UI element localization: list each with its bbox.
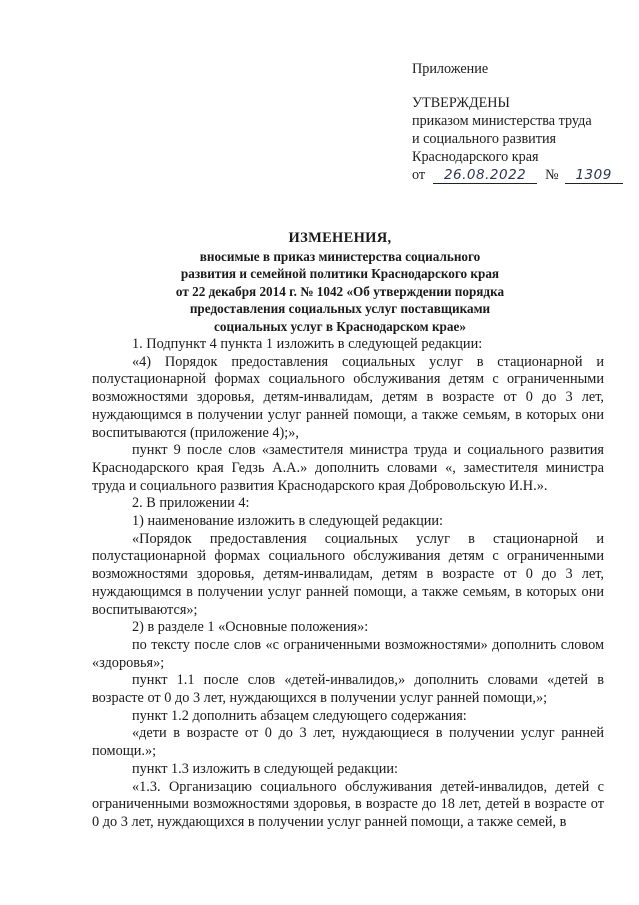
paragraph: пункт 9 после слов «заместителя министра труда и социального развития Краснодарского края Гедзь А.А.» дополнить словами «, заместителя министра труда и социального развития Краснодарского края Добровольскую И.Н.».: [92, 442, 604, 494]
heading-line: от 22 декабря 2014 г. № 1042 «Об утверждении порядка: [175, 283, 505, 299]
heading-title: ИЗМЕНЕНИЯ,: [288, 230, 392, 246]
paragraph: пункт 1.3 изложить в следующей редакции:: [132, 760, 399, 777]
paragraph: «дети в возрасте от 0 до 3 лет, нуждающиеся в получении услуг ранней помощи.»;: [92, 725, 604, 760]
paragraph: 2. В приложении 4:: [132, 495, 250, 512]
handwritten-number: 1309: [565, 167, 623, 184]
date-prefix: от: [412, 167, 426, 183]
paragraph: 1. Подпункт 4 пункта 1 изложить в следующей редакции:: [132, 336, 483, 352]
heading-line: предоставления социальных услуг поставщиками: [189, 301, 491, 317]
paragraph: 1) наименование изложить в следующей редакции:: [132, 513, 443, 530]
order-date-number-line: [412, 166, 623, 184]
order-line: приказом министерства труда: [412, 113, 592, 129]
heading-line: развития и семейной политики Краснодарского края: [180, 266, 500, 282]
order-line: Краснодарского края: [412, 149, 539, 165]
heading-line: социальных услуг в Краснодарском крае»: [214, 318, 466, 334]
document-heading: [120, 230, 560, 336]
paragraph: «Порядок предоставления социальных услуг в стационарной и полустационарной формах социального обслуживания детям с ограниченными возможностями здоровья, детям-инвалидам, детям в возрасте от 0 до 3 лет, нуждающимся в получении услуг ранней помощи, а также семьям, в которых они воспитываются»;: [92, 530, 604, 618]
paragraph: 2) в разделе 1 «Основные положения»:: [132, 619, 369, 636]
handwritten-date: 26.08.2022: [433, 167, 537, 184]
appendix-label: Приложение: [412, 61, 489, 77]
paragraph: по тексту после слов «с ограниченными возможностями» дополнить словом «здоровья»;: [92, 636, 604, 671]
approved-label: УТВЕРЖДЕНЫ: [412, 95, 510, 111]
paragraph: пункт 1.2 дополнить абзацем следующего содержания:: [132, 707, 467, 724]
paragraph: «1.3. Организацию социального обслуживания детей-инвалидов, детей с ограниченными возможностями здоровья, в возрасте до 18 лет, детей в возрасте от 0 до 3 лет, нуждающихся в получении услуг ранней помощи, а также семей, в: [92, 778, 604, 830]
heading-line: вносимые в приказ министерства социального: [199, 248, 481, 264]
paragraph: пункт 1.1 после слов «детей-инвалидов,» дополнить словами «детей в возрасте от 0 до 3 лет, нуждающихся в получении услуг ранней помощи,»;: [92, 672, 604, 707]
approval-block: [412, 60, 623, 184]
number-prefix: №: [545, 167, 559, 183]
order-line: и социального развития: [412, 131, 557, 147]
paragraph: «4) Порядок предоставления социальных услуг в стационарной и полустационарной формах социального обслуживания детям с ограниченными возможностями здоровья, детям-инвалидам, детям в возрасте от 0 до 3 лет, нуждающимся в получении услуг ранней помощи, а также семьям, в которых они воспитываются (приложение 4);»,: [92, 353, 604, 441]
document-body: [92, 336, 604, 832]
